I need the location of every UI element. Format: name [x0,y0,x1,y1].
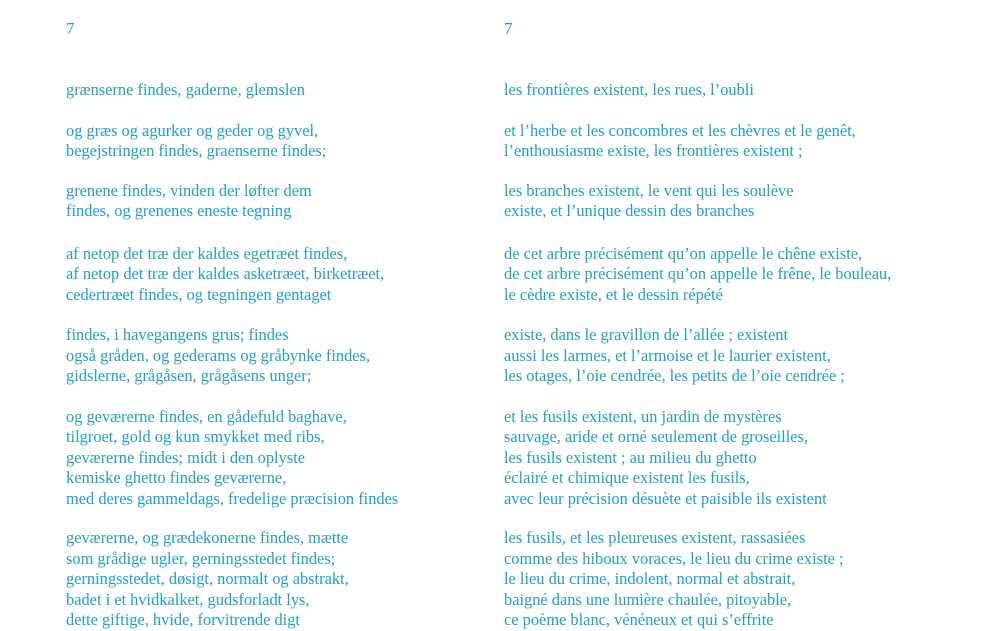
right-page [490,0,1000,629]
verse-line: éclairé et chimique existent les fusils, [504,468,750,487]
verse-line: aussi les larmes, et l’armoise et le laurier existent, [504,345,831,365]
verse-line: sauvage, aride et orné seulement de groseilles, [504,427,809,446]
verse-line: begejstringen findes, graenserne findes; [66,141,327,160]
verse-line: af netop det træ der kaldes egetræet findes, [66,243,348,263]
stanza [66,407,398,510]
stanza [66,244,398,306]
verse-line: tilgroet, gold og kun smykket med ribs, [66,427,325,446]
verse-line: existe, dans le gravillon de l’allée ; existent [504,325,789,344]
poem-french [504,60,891,631]
verse-line: baigné dans une lumière chaulée, pitoyable, [504,589,792,609]
verse-line: af netop det træ der kaldes asketræet, birketræet, [66,264,385,283]
verse-line: med deres gammeldags, fredelige præcision findes [66,488,399,508]
verse-line: l’enthousiasme existe, les frontières existent ; [504,141,803,160]
verse-line: et l’herbe et les concombres et les chèvres et le genêt, [504,120,856,140]
stanza [66,80,398,101]
verse-line: grenene findes, vinden der løfter dem [66,180,312,200]
stanza [66,528,398,631]
verse-line: kemiske ghetto findes geværerne, [66,468,287,487]
stanza [66,181,398,222]
verse-line: og geværerne findes, en gådefuld baghave, [66,406,347,426]
stanza [66,121,398,162]
stanza [504,181,891,222]
verse-line: le cèdre existe, et le dessin répété [504,284,723,304]
stanza [504,121,891,162]
stanza [504,325,891,387]
verse-line: et les fusils existent, un jardin de mystères [504,406,782,426]
verse-line: de cet arbre précisément qu’on appelle le chêne existe, [504,243,863,263]
verse-line: dette giftige, hvide, forvitrende digt [66,610,300,629]
left-page [0,0,490,629]
stanza [504,528,891,631]
verse-line: de cet arbre précisément qu’on appelle le frêne, le bouleau, [504,264,892,283]
stanza [504,407,891,510]
verse-line: les branches existent, le vent qui les soulève [504,180,794,200]
verse-line: findes, i havegangens grus; findes [66,325,289,344]
verse-line: comme des hiboux voraces, le lieu du crime existe ; [504,548,844,568]
verse-line: les frontières existent, les rues, l’oubli [504,80,754,99]
verse-line: grænserne findes, gaderne, glemslen [66,80,305,99]
verse-line: og græs og agurker og geder og gyvel, [66,120,319,140]
verse-line: les otages, l’oie cendrée, les petits de l’oie cendrée ; [504,366,845,385]
verse-line: avec leur précision désuète et paisible ils existent [504,488,827,508]
poem-danish [66,60,398,631]
verse-line: også gråden, og gederams og gråbynke findes, [66,345,371,365]
page-number: 7 [504,19,513,38]
verse-line: som grådige ugler, gerningsstedet findes; [66,548,336,568]
stanza [504,244,891,306]
stanza [66,325,398,387]
verse-line: gerningsstedet, døsigt, normalt og abstrakt, [66,569,349,588]
verse-line: existe, et l’unique dessin des branches [504,201,755,220]
verse-line: findes, og grenenes eneste tegning [66,201,292,220]
verse-line: les fusils existent ; au milieu du ghetto [504,447,757,467]
verse-line: les fusils, et les pleureuses existent, rassasiées [504,528,806,547]
verse-line: le lieu du crime, indolent, normal et abstrait, [504,569,796,588]
verse-line: badet i et hvidkalket, gudsforladt lys, [66,589,310,609]
verse-line: geværerne findes; midt i den oplyste [66,447,305,467]
verse-line: cedertræet findes, og tegningen gentaget [66,284,332,304]
verse-line: gidslerne, grågåsen, grågåsens unger; [66,366,312,385]
verse-line: geværerne, og grædekonerne findes, mætte [66,528,349,547]
page-number: 7 [66,19,75,38]
stanza [504,80,891,101]
verse-line: ce poème blanc, vénéneux et qui s’effrite [504,610,774,629]
